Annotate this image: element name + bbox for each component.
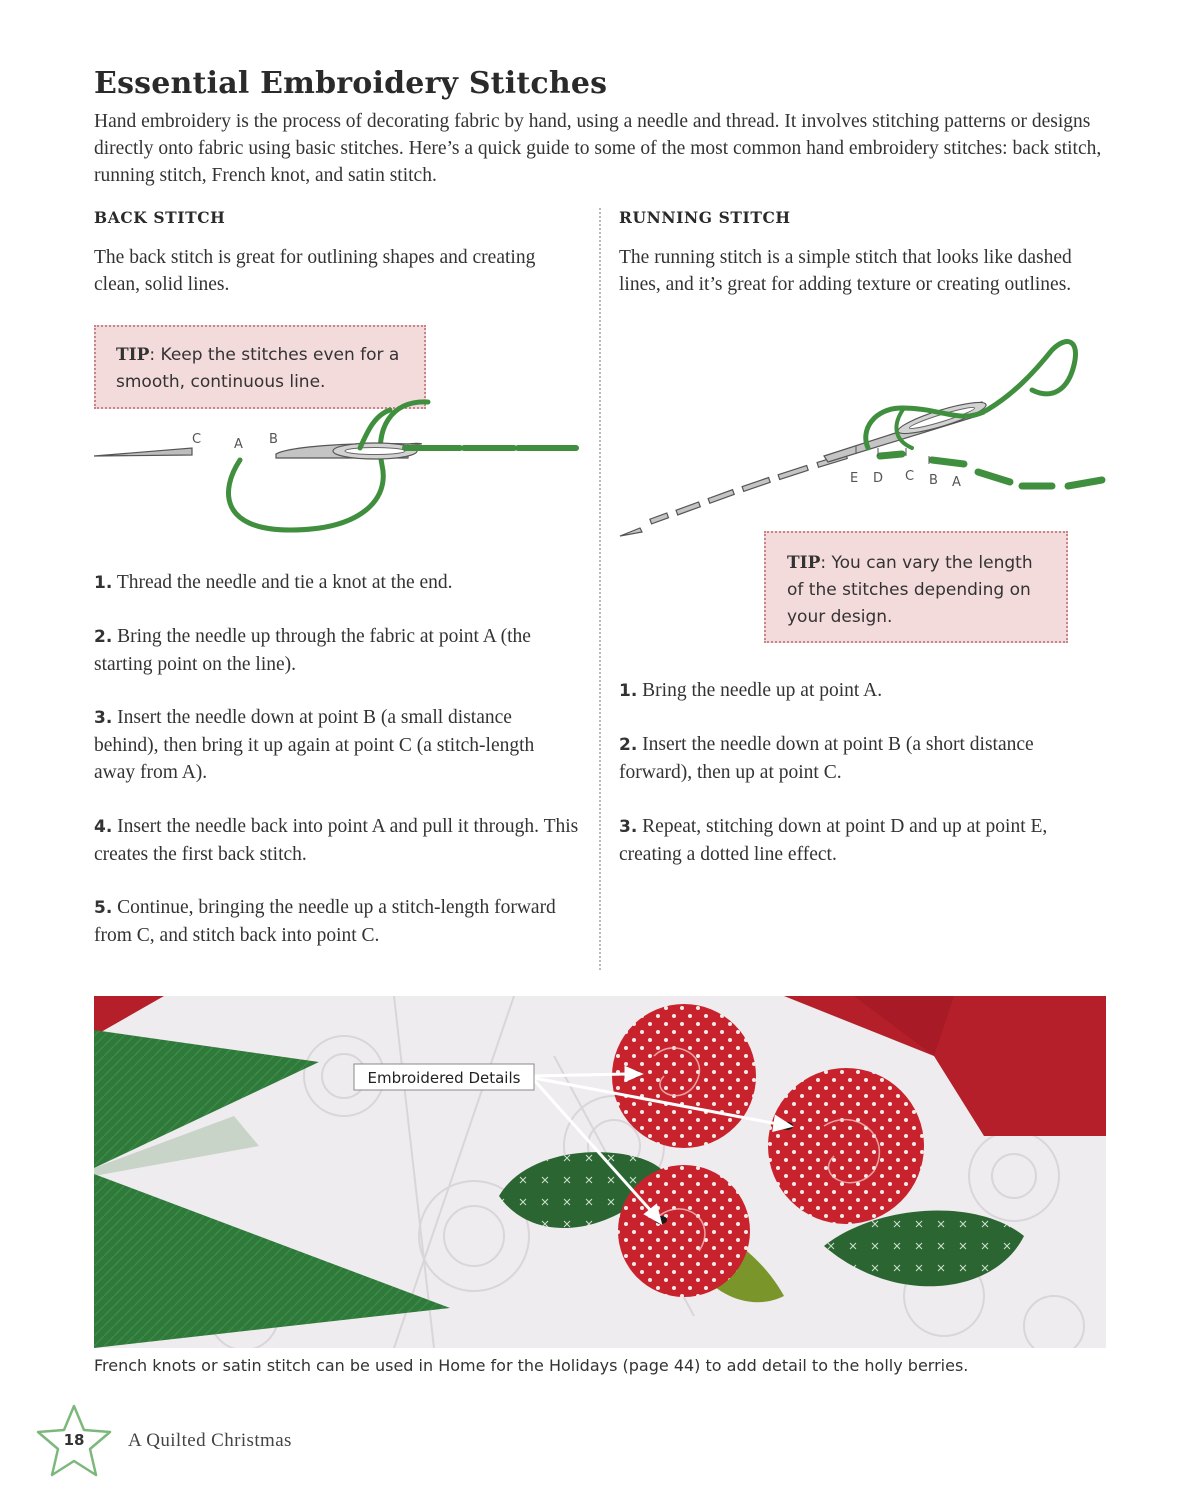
label-a: A	[952, 475, 961, 490]
back-stitch-description: The back stitch is great for outlining shapes and creating clean, solid lines.	[94, 247, 536, 295]
label-b: B	[269, 432, 278, 447]
back-stitch-heading: BACK STITCH	[94, 208, 226, 227]
running-step-1: 1. Bring the needle up at point A.	[619, 680, 883, 701]
label-d: D	[873, 471, 884, 486]
book-title: A Quilted Christmas	[128, 1430, 292, 1451]
label-a: A	[234, 437, 243, 452]
running-stitch-description: The running stitch is a simple stitch that looks like dashed lines, and it’s great for adding texture or creating outlines.	[619, 247, 1072, 295]
page-number: 18	[63, 1431, 85, 1449]
back-step-4: 4. Insert the needle back into point A and pull it through. This creates the first back stitch.	[94, 816, 579, 865]
photo-caption: French knots or satin stitch can be used in Home for the Holidays (page 44) to add detail to the holly berries.	[94, 1356, 969, 1375]
berry	[768, 1068, 924, 1224]
callout-label: Embroidered Details	[367, 1069, 521, 1087]
running-stitch-tip	[764, 531, 1068, 643]
quilt-photo	[94, 996, 1106, 1348]
back-step-2: 2. Bring the needle up through the fabric at point A (the starting point on the line).	[94, 626, 531, 675]
running-stitch-diagram	[612, 330, 1112, 545]
label-c: C	[905, 469, 915, 484]
running-step-2: 2. Insert the needle down at point B (a short distance forward), then up at point C.	[619, 734, 1034, 783]
tip-label: TIP	[116, 345, 150, 365]
needle-tip	[94, 448, 192, 456]
column-divider	[599, 208, 601, 970]
page-title: Essential Embroidery Stitches	[94, 66, 608, 101]
berry	[618, 1165, 750, 1297]
label-c: C	[192, 432, 202, 447]
intro-paragraph: Hand embroidery is the process of decorating fabric by hand, using a needle and thread. It involves stitching patterns or designs directly onto fabric using basic stitches. Here’s a quick guide to some of the most common hand embroidery stitches: back stitch, running stitch, French knot, and satin stitch.	[94, 111, 1102, 186]
thread-loop	[228, 402, 428, 530]
label-e: E	[850, 471, 859, 486]
tip-text: : You can vary the length of the stitches depending on your design.	[787, 553, 1033, 627]
back-stitch-diagram	[90, 390, 590, 550]
tip-text: : Keep the stitches even for a smooth, continuous line.	[116, 345, 400, 392]
back-step-5: 5. Continue, bringing the needle up a stitch-length forward from C, and stitch back into point C.	[94, 897, 556, 946]
label-b: B	[929, 473, 938, 488]
back-step-1: 1. Thread the needle and tie a knot at the end.	[94, 572, 453, 593]
quilt-illustration	[94, 996, 1106, 1348]
running-stitch-heading: RUNNING STITCH	[619, 208, 791, 227]
tip-label: TIP	[787, 553, 821, 573]
back-step-3: 3. Insert the needle down at point B (a small distance behind), then bring it up again at point C (a stitch-length away from A).	[94, 707, 535, 783]
running-step-3: 3. Repeat, stitching down at point D and up at point E, creating a dotted line effect.	[619, 816, 1048, 865]
